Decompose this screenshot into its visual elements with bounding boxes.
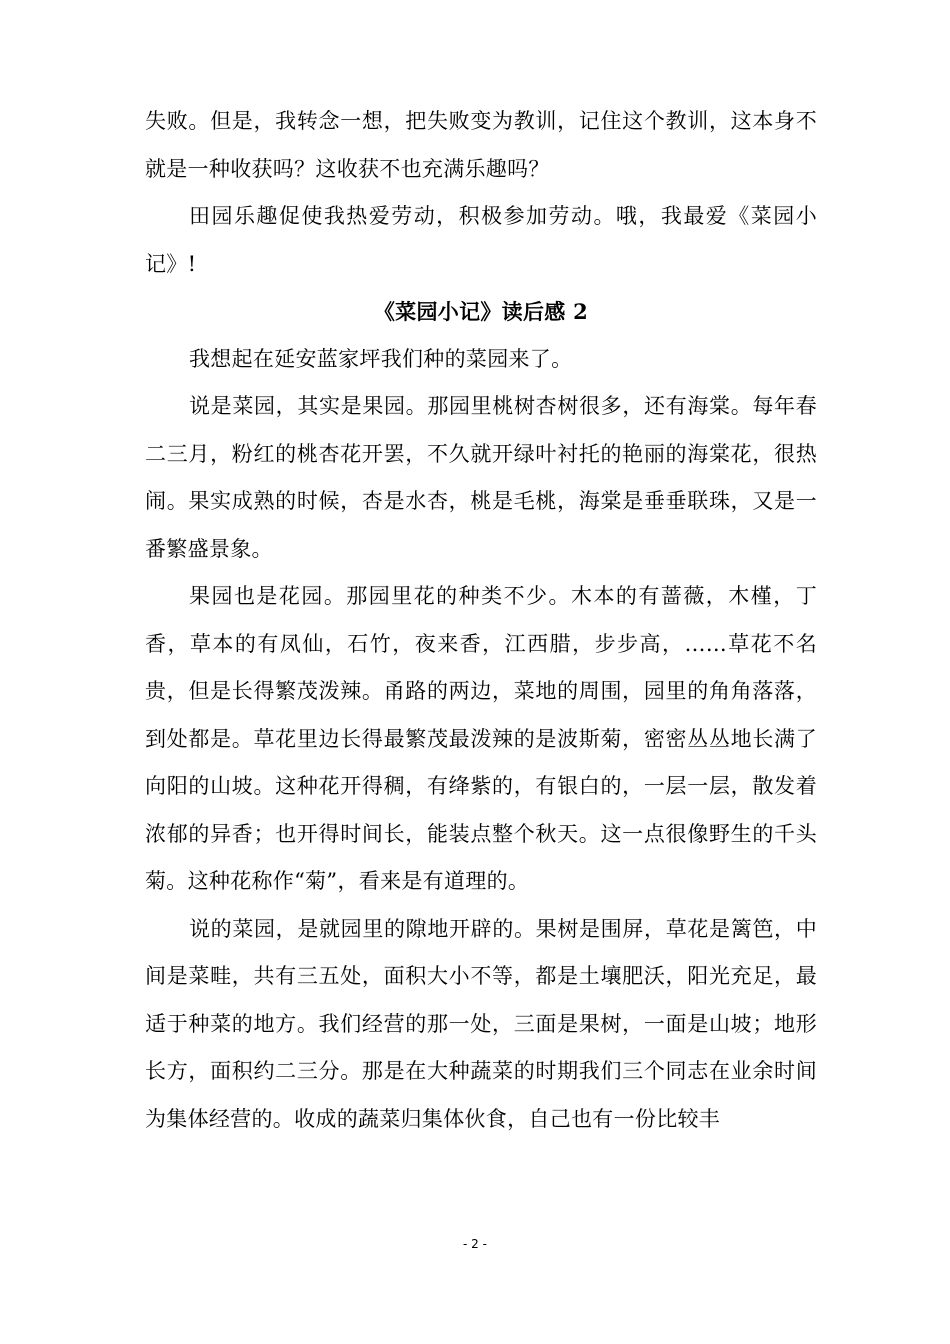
paragraph: 说是菜园，其实是果园。那园里桃树杏树很多，还有海棠。每年春二三月，粉红的桃杏花开罢，不久就开绿叶衬托的艳丽的海棠花，很热闹。果实成熟的时候，杏是水杏，桃是毛桃，海棠是垂垂联珠，又是一番繁盛景象。	[145, 394, 817, 561]
paragraph-continued: 失败。但是，我转念一想，把失败变为教训，记住这个教训，这本身不就是一种收获吗？这收获不也充满乐趣吗？	[145, 109, 817, 181]
document-body	[145, 98, 817, 1143]
section-title: 《菜园小记》读后感 2	[373, 299, 589, 324]
paragraph: 果园也是花园。那园里花的种类不少。木本的有蔷薇，木槿，丁香，草本的有凤仙，石竹，夜来香，江西腊，步步高，……草花不名贵，但是长得繁茂泼辣。甬路的两边，菜地的周围，园里的角角落落，到处都是。草花里边长得最繁茂最泼辣的是波斯菊，密密丛丛地长满了向阳的山坡。这种花开得稠，有绛紫的，有银白的，一层一层，散发着浓郁的异香；也开得时间长，能装点整个秋天。这一点很像野生的千头菊。这种花称作“菊”，看来是有道理的。	[145, 584, 817, 893]
page-number: - 2 -	[463, 1237, 487, 1251]
paragraph-closing: 田园乐趣促使我热爱劳动，积极参加劳动。哦，我最爱《菜园小记》!	[145, 204, 817, 276]
paragraph: 说的菜园，是就园里的隙地开辟的。果树是围屏，草花是篱笆，中间是菜畦，共有三五处，面积大小不等，都是土壤肥沃，阳光充足，最适于种菜的地方。我们经营的那一处，三面是果树，一面是山坡；地形长方，面积约二三分。那是在大种蔬菜的时期我们三个同志在业余时间为集体经营的。收成的蔬菜归集体伙食，自己也有一份比较丰	[145, 916, 817, 1131]
paragraph: 我想起在延安蓝家坪我们种的菜园来了。	[189, 346, 573, 371]
